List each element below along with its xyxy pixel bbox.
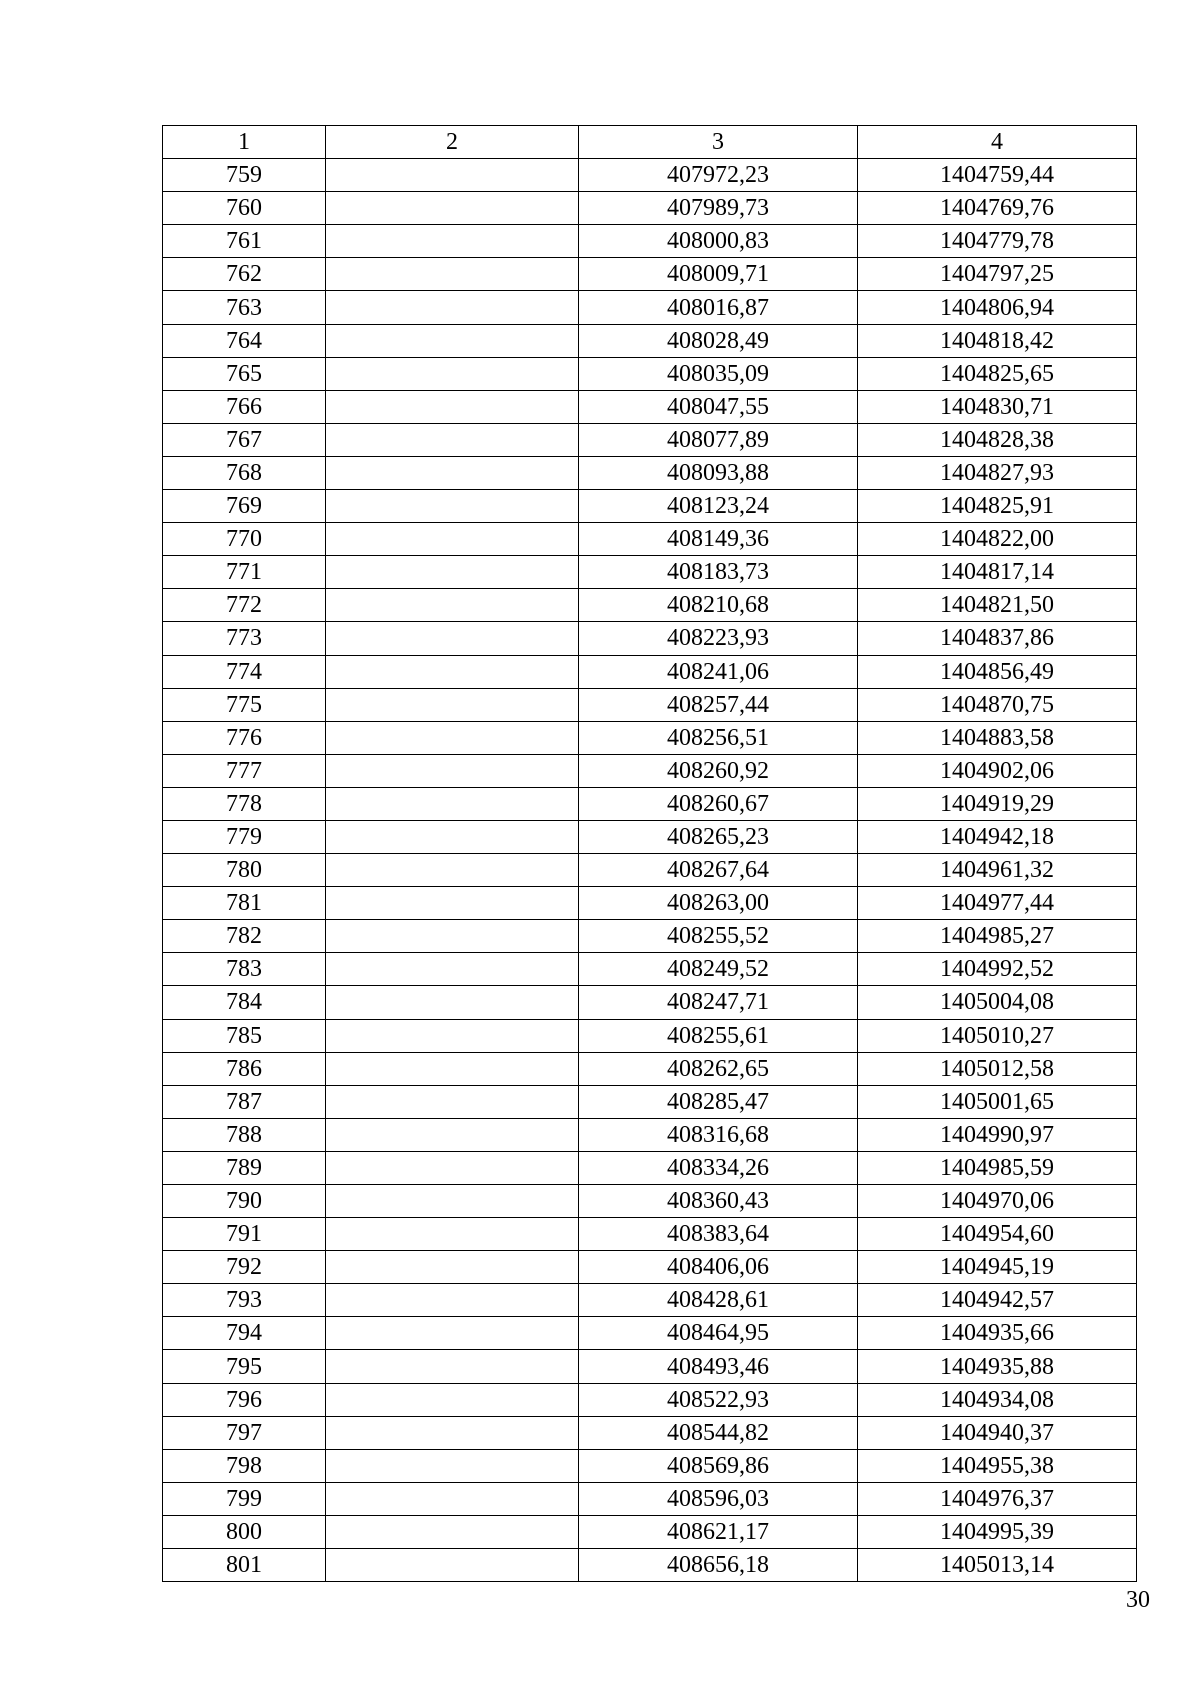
- table-row: [163, 291, 1137, 324]
- table-row: [163, 1482, 1137, 1515]
- description-cell: [326, 523, 579, 556]
- y-coordinate-cell: 1404919,29: [858, 787, 1137, 820]
- x-coordinate-cell: 408406,06: [579, 1251, 858, 1284]
- x-coordinate-cell: 408621,17: [579, 1515, 858, 1548]
- x-coordinate-cell: 408569,86: [579, 1449, 858, 1482]
- table-row: [163, 887, 1137, 920]
- x-coordinate-cell: 408265,23: [579, 820, 858, 853]
- description-cell: [326, 854, 579, 887]
- point-number-cell: 792: [163, 1251, 326, 1284]
- description-cell: [326, 1185, 579, 1218]
- description-cell: [326, 556, 579, 589]
- description-cell: [326, 655, 579, 688]
- x-coordinate-cell: 408077,89: [579, 423, 858, 456]
- y-coordinate-cell: 1404806,94: [858, 291, 1137, 324]
- point-number-cell: 760: [163, 192, 326, 225]
- point-number-cell: 762: [163, 258, 326, 291]
- description-cell: [326, 986, 579, 1019]
- table-row: [163, 1118, 1137, 1151]
- column-header-3: 3: [579, 126, 858, 159]
- y-coordinate-cell: 1404990,97: [858, 1118, 1137, 1151]
- table-row: [163, 986, 1137, 1019]
- table-row: [163, 655, 1137, 688]
- y-coordinate-cell: 1404825,91: [858, 490, 1137, 523]
- table-row: [163, 523, 1137, 556]
- table-row: [163, 688, 1137, 721]
- y-coordinate-cell: 1404837,86: [858, 622, 1137, 655]
- x-coordinate-cell: 408035,09: [579, 357, 858, 390]
- y-coordinate-cell: 1404822,00: [858, 523, 1137, 556]
- y-coordinate-cell: 1404940,37: [858, 1416, 1137, 1449]
- x-coordinate-cell: 408464,95: [579, 1317, 858, 1350]
- y-coordinate-cell: 1404970,06: [858, 1185, 1137, 1218]
- table-row: [163, 192, 1137, 225]
- point-number-cell: 766: [163, 390, 326, 423]
- point-number-cell: 759: [163, 159, 326, 192]
- x-coordinate-cell: 408047,55: [579, 390, 858, 423]
- table-body: [163, 159, 1137, 1582]
- y-coordinate-cell: 1404821,50: [858, 589, 1137, 622]
- point-number-cell: 769: [163, 490, 326, 523]
- table-header-row: [163, 126, 1137, 159]
- table-row: [163, 1383, 1137, 1416]
- point-number-cell: 786: [163, 1052, 326, 1085]
- y-coordinate-cell: 1404934,08: [858, 1383, 1137, 1416]
- y-coordinate-cell: 1404825,65: [858, 357, 1137, 390]
- coordinates-table: [162, 125, 1137, 1582]
- point-number-cell: 784: [163, 986, 326, 1019]
- description-cell: [326, 688, 579, 721]
- description-cell: [326, 1416, 579, 1449]
- y-coordinate-cell: 1404870,75: [858, 688, 1137, 721]
- y-coordinate-cell: 1404827,93: [858, 456, 1137, 489]
- x-coordinate-cell: 408260,92: [579, 754, 858, 787]
- y-coordinate-cell: 1404797,25: [858, 258, 1137, 291]
- y-coordinate-cell: 1404902,06: [858, 754, 1137, 787]
- description-cell: [326, 1118, 579, 1151]
- point-number-cell: 779: [163, 820, 326, 853]
- description-cell: [326, 754, 579, 787]
- x-coordinate-cell: 408260,67: [579, 787, 858, 820]
- description-cell: [326, 721, 579, 754]
- y-coordinate-cell: 1404779,78: [858, 225, 1137, 258]
- table-row: [163, 258, 1137, 291]
- description-cell: [326, 787, 579, 820]
- description-cell: [326, 192, 579, 225]
- table-row: [163, 456, 1137, 489]
- x-coordinate-cell: 408360,43: [579, 1185, 858, 1218]
- y-coordinate-cell: 1404955,38: [858, 1449, 1137, 1482]
- table-row: [163, 490, 1137, 523]
- y-coordinate-cell: 1405004,08: [858, 986, 1137, 1019]
- y-coordinate-cell: 1404935,66: [858, 1317, 1137, 1350]
- x-coordinate-cell: 408257,44: [579, 688, 858, 721]
- page-number: 30: [1126, 1587, 1150, 1613]
- x-coordinate-cell: 408241,06: [579, 655, 858, 688]
- description-cell: [326, 456, 579, 489]
- point-number-cell: 790: [163, 1185, 326, 1218]
- point-number-cell: 774: [163, 655, 326, 688]
- table-row: [163, 1019, 1137, 1052]
- point-number-cell: 793: [163, 1284, 326, 1317]
- x-coordinate-cell: 408123,24: [579, 490, 858, 523]
- table-row: [163, 754, 1137, 787]
- description-cell: [326, 1482, 579, 1515]
- y-coordinate-cell: 1404942,57: [858, 1284, 1137, 1317]
- point-number-cell: 782: [163, 920, 326, 953]
- table-row: [163, 622, 1137, 655]
- y-coordinate-cell: 1404828,38: [858, 423, 1137, 456]
- x-coordinate-cell: 408262,65: [579, 1052, 858, 1085]
- x-coordinate-cell: 408596,03: [579, 1482, 858, 1515]
- y-coordinate-cell: 1404976,37: [858, 1482, 1137, 1515]
- x-coordinate-cell: 408249,52: [579, 953, 858, 986]
- x-coordinate-cell: 408028,49: [579, 324, 858, 357]
- description-cell: [326, 1151, 579, 1184]
- point-number-cell: 775: [163, 688, 326, 721]
- y-coordinate-cell: 1404935,88: [858, 1350, 1137, 1383]
- x-coordinate-cell: 408247,71: [579, 986, 858, 1019]
- point-number-cell: 798: [163, 1449, 326, 1482]
- x-coordinate-cell: 408093,88: [579, 456, 858, 489]
- y-coordinate-cell: 1404985,59: [858, 1151, 1137, 1184]
- x-coordinate-cell: 408149,36: [579, 523, 858, 556]
- description-cell: [326, 324, 579, 357]
- description-cell: [326, 1251, 579, 1284]
- x-coordinate-cell: 408656,18: [579, 1549, 858, 1582]
- description-cell: [326, 1085, 579, 1118]
- table-row: [163, 225, 1137, 258]
- y-coordinate-cell: 1405012,58: [858, 1052, 1137, 1085]
- description-cell: [326, 159, 579, 192]
- y-coordinate-cell: 1404759,44: [858, 159, 1137, 192]
- y-coordinate-cell: 1404942,18: [858, 820, 1137, 853]
- table-row: [163, 1416, 1137, 1449]
- x-coordinate-cell: 408544,82: [579, 1416, 858, 1449]
- point-number-cell: 797: [163, 1416, 326, 1449]
- y-coordinate-cell: 1405001,65: [858, 1085, 1137, 1118]
- point-number-cell: 780: [163, 854, 326, 887]
- y-coordinate-cell: 1404818,42: [858, 324, 1137, 357]
- table-row: [163, 1317, 1137, 1350]
- point-number-cell: 781: [163, 887, 326, 920]
- point-number-cell: 794: [163, 1317, 326, 1350]
- point-number-cell: 765: [163, 357, 326, 390]
- column-header-2: 2: [326, 126, 579, 159]
- table-row: [163, 423, 1137, 456]
- point-number-cell: 767: [163, 423, 326, 456]
- x-coordinate-cell: 408522,93: [579, 1383, 858, 1416]
- y-coordinate-cell: 1404817,14: [858, 556, 1137, 589]
- description-cell: [326, 1515, 579, 1548]
- description-cell: [326, 920, 579, 953]
- table-row: [163, 1449, 1137, 1482]
- description-cell: [326, 1218, 579, 1251]
- description-cell: [326, 1284, 579, 1317]
- y-coordinate-cell: 1404992,52: [858, 953, 1137, 986]
- table-row: [163, 556, 1137, 589]
- description-cell: [326, 1549, 579, 1582]
- point-number-cell: 764: [163, 324, 326, 357]
- description-cell: [326, 423, 579, 456]
- description-cell: [326, 390, 579, 423]
- table-row: [163, 1350, 1137, 1383]
- table-row: [163, 1052, 1137, 1085]
- x-coordinate-cell: 408267,64: [579, 854, 858, 887]
- table-row: [163, 1251, 1137, 1284]
- table-row: [163, 390, 1137, 423]
- point-number-cell: 787: [163, 1085, 326, 1118]
- y-coordinate-cell: 1404769,76: [858, 192, 1137, 225]
- table-row: [163, 854, 1137, 887]
- description-cell: [326, 258, 579, 291]
- y-coordinate-cell: 1404954,60: [858, 1218, 1137, 1251]
- y-coordinate-cell: 1405010,27: [858, 1019, 1137, 1052]
- point-number-cell: 785: [163, 1019, 326, 1052]
- point-number-cell: 761: [163, 225, 326, 258]
- point-number-cell: 796: [163, 1383, 326, 1416]
- y-coordinate-cell: 1404856,49: [858, 655, 1137, 688]
- point-number-cell: 795: [163, 1350, 326, 1383]
- x-coordinate-cell: 408428,61: [579, 1284, 858, 1317]
- y-coordinate-cell: 1404995,39: [858, 1515, 1137, 1548]
- table-row: [163, 1085, 1137, 1118]
- table-row: [163, 1549, 1137, 1582]
- description-cell: [326, 357, 579, 390]
- table-row: [163, 787, 1137, 820]
- point-number-cell: 789: [163, 1151, 326, 1184]
- x-coordinate-cell: 408493,46: [579, 1350, 858, 1383]
- table-row: [163, 820, 1137, 853]
- column-header-1: 1: [163, 126, 326, 159]
- table-row: [163, 1218, 1137, 1251]
- point-number-cell: 773: [163, 622, 326, 655]
- y-coordinate-cell: 1405013,14: [858, 1549, 1137, 1582]
- description-cell: [326, 225, 579, 258]
- description-cell: [326, 820, 579, 853]
- point-number-cell: 772: [163, 589, 326, 622]
- table-row: [163, 1284, 1137, 1317]
- description-cell: [326, 589, 579, 622]
- x-coordinate-cell: 408223,93: [579, 622, 858, 655]
- point-number-cell: 777: [163, 754, 326, 787]
- y-coordinate-cell: 1404945,19: [858, 1251, 1137, 1284]
- x-coordinate-cell: 408016,87: [579, 291, 858, 324]
- column-header-4: 4: [858, 126, 1137, 159]
- description-cell: [326, 1449, 579, 1482]
- description-cell: [326, 1383, 579, 1416]
- description-cell: [326, 622, 579, 655]
- x-coordinate-cell: 408210,68: [579, 589, 858, 622]
- x-coordinate-cell: 408183,73: [579, 556, 858, 589]
- description-cell: [326, 291, 579, 324]
- point-number-cell: 771: [163, 556, 326, 589]
- point-number-cell: 788: [163, 1118, 326, 1151]
- y-coordinate-cell: 1404883,58: [858, 721, 1137, 754]
- x-coordinate-cell: 408000,83: [579, 225, 858, 258]
- table-row: [163, 589, 1137, 622]
- table-row: [163, 1151, 1137, 1184]
- point-number-cell: 778: [163, 787, 326, 820]
- description-cell: [326, 1317, 579, 1350]
- table-row: [163, 953, 1137, 986]
- point-number-cell: 791: [163, 1218, 326, 1251]
- x-coordinate-cell: 408255,61: [579, 1019, 858, 1052]
- description-cell: [326, 887, 579, 920]
- point-number-cell: 768: [163, 456, 326, 489]
- point-number-cell: 763: [163, 291, 326, 324]
- point-number-cell: 800: [163, 1515, 326, 1548]
- table-row: [163, 324, 1137, 357]
- x-coordinate-cell: 408263,00: [579, 887, 858, 920]
- x-coordinate-cell: 408255,52: [579, 920, 858, 953]
- description-cell: [326, 953, 579, 986]
- y-coordinate-cell: 1404977,44: [858, 887, 1137, 920]
- table-row: [163, 721, 1137, 754]
- x-coordinate-cell: 408334,26: [579, 1151, 858, 1184]
- point-number-cell: 801: [163, 1549, 326, 1582]
- x-coordinate-cell: 408316,68: [579, 1118, 858, 1151]
- point-number-cell: 770: [163, 523, 326, 556]
- table-row: [163, 920, 1137, 953]
- table-row: [163, 357, 1137, 390]
- description-cell: [326, 490, 579, 523]
- x-coordinate-cell: 408285,47: [579, 1085, 858, 1118]
- point-number-cell: 783: [163, 953, 326, 986]
- description-cell: [326, 1019, 579, 1052]
- description-cell: [326, 1052, 579, 1085]
- x-coordinate-cell: 408256,51: [579, 721, 858, 754]
- x-coordinate-cell: 408009,71: [579, 258, 858, 291]
- point-number-cell: 799: [163, 1482, 326, 1515]
- table-row: [163, 1185, 1137, 1218]
- y-coordinate-cell: 1404961,32: [858, 854, 1137, 887]
- x-coordinate-cell: 407989,73: [579, 192, 858, 225]
- x-coordinate-cell: 408383,64: [579, 1218, 858, 1251]
- y-coordinate-cell: 1404830,71: [858, 390, 1137, 423]
- table-row: [163, 159, 1137, 192]
- description-cell: [326, 1350, 579, 1383]
- y-coordinate-cell: 1404985,27: [858, 920, 1137, 953]
- x-coordinate-cell: 407972,23: [579, 159, 858, 192]
- point-number-cell: 776: [163, 721, 326, 754]
- table-row: [163, 1515, 1137, 1548]
